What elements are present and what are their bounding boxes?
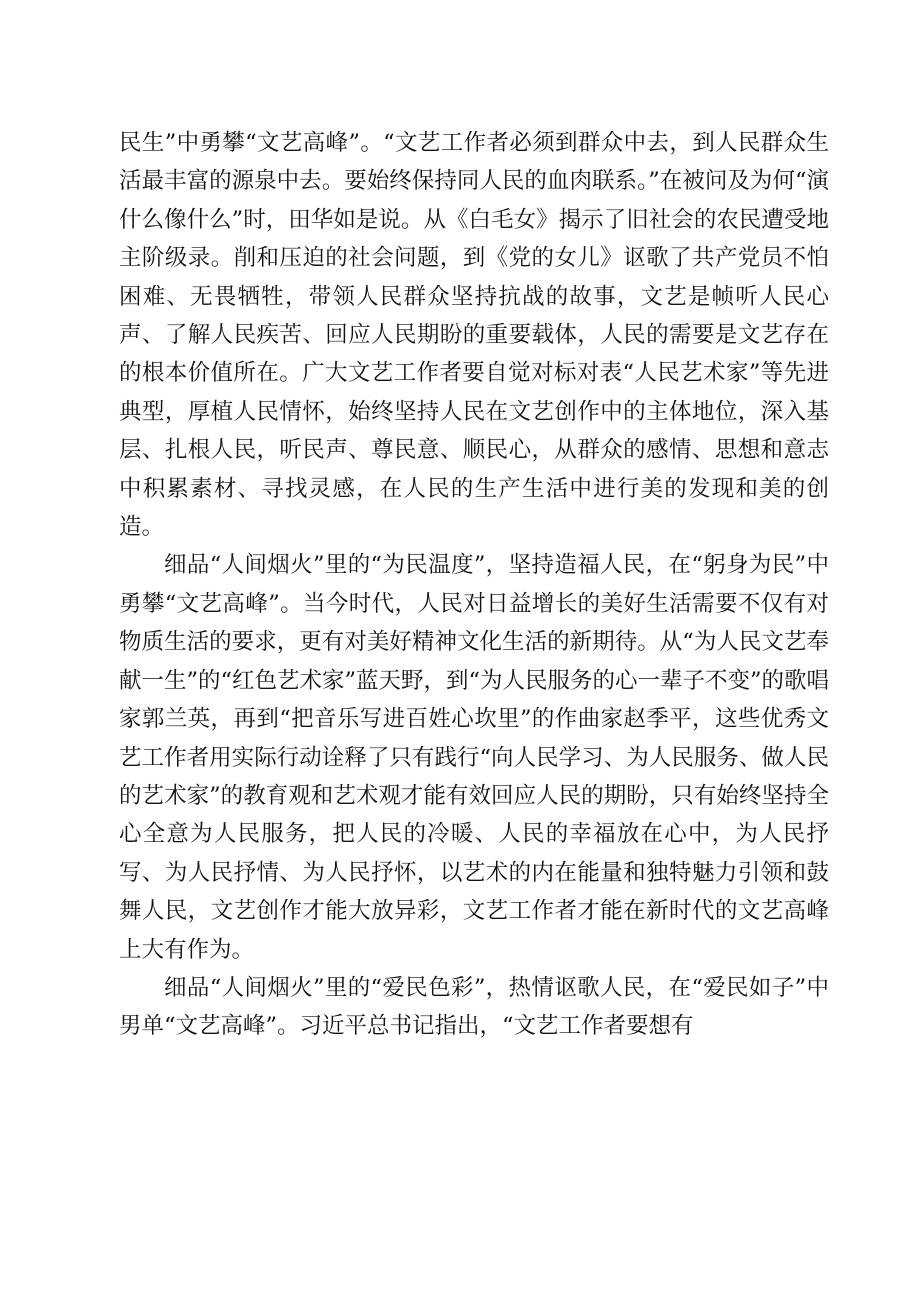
paragraph-1: 民生”中勇攀“文艺高峰”。“文艺工作者必须到群众中去，到人民群众生活最丰富的源泉中去。要始终保持同人民的血肉联系。”在被问及为何“演什么像什么”时，田华如是说。从《白毛女》揭示了旧社会的农民遭受地主阶级录。削和压迫的社会问题，到《党的女儿》讴歌了共产党员不怕困难、无畏牺牲，带领人民群众坚持抗战的故事，文艺是帧听人民心声、了解人民疾苦、回应人民期盼的重要载体，人民的需要是文艺存在的根本价值所在。广大文艺工作者要自觉对标对表“人民艺术家”等先进典型，厚植人民情怀，始终坚持人民在文艺创作中的主体地位，深入基层、扎根人民，听民声、尊民意、顺民心，从群众的感情、思想和意志中积累素材、寻找灵感，在人民的生产生活中进行美的发现和美的创造。 — [119, 130, 829, 541]
document-body — [119, 124, 829, 1046]
paragraph-3: 细品“人间烟火”里的“爱民色彩”，热情讴歌人民，在“爱民如子”中男单“文艺高峰”。习近平总书记指出，“文艺工作者要想有 — [119, 974, 829, 1040]
paragraph-2: 细品“人间烟火”里的“为民温度”，坚持造福人民，在“躬身为民”中勇攀“文艺高峰”。当今时代，人民对日益增长的美好生活需要不仅有对物质生活的要求，更有对美好精神文化生活的新期待。从“为人民文艺奉献一生”的“红色艺术家”蓝天野，到“为人民服务的心一辈子不变”的歌唱家郭兰英，再到“把音乐写进百姓心坎里”的作曲家赵季平，这些优秀文艺工作者用实际行动诠释了只有践行“向人民学习、为人民服务、做人民的艺术家”的教育观和艺术观才能有效回应人民的期盼，只有始终坚持全心全意为人民服务，把人民的冷暖、人民的幸福放在心中，为人民抒写、为人民抒情、为人民抒怀，以艺术的内在能量和独特魅力引领和鼓舞人民，文艺创作才能大放异彩，文艺工作者才能在新时代的文艺高峰上大有作为。 — [119, 552, 830, 963]
